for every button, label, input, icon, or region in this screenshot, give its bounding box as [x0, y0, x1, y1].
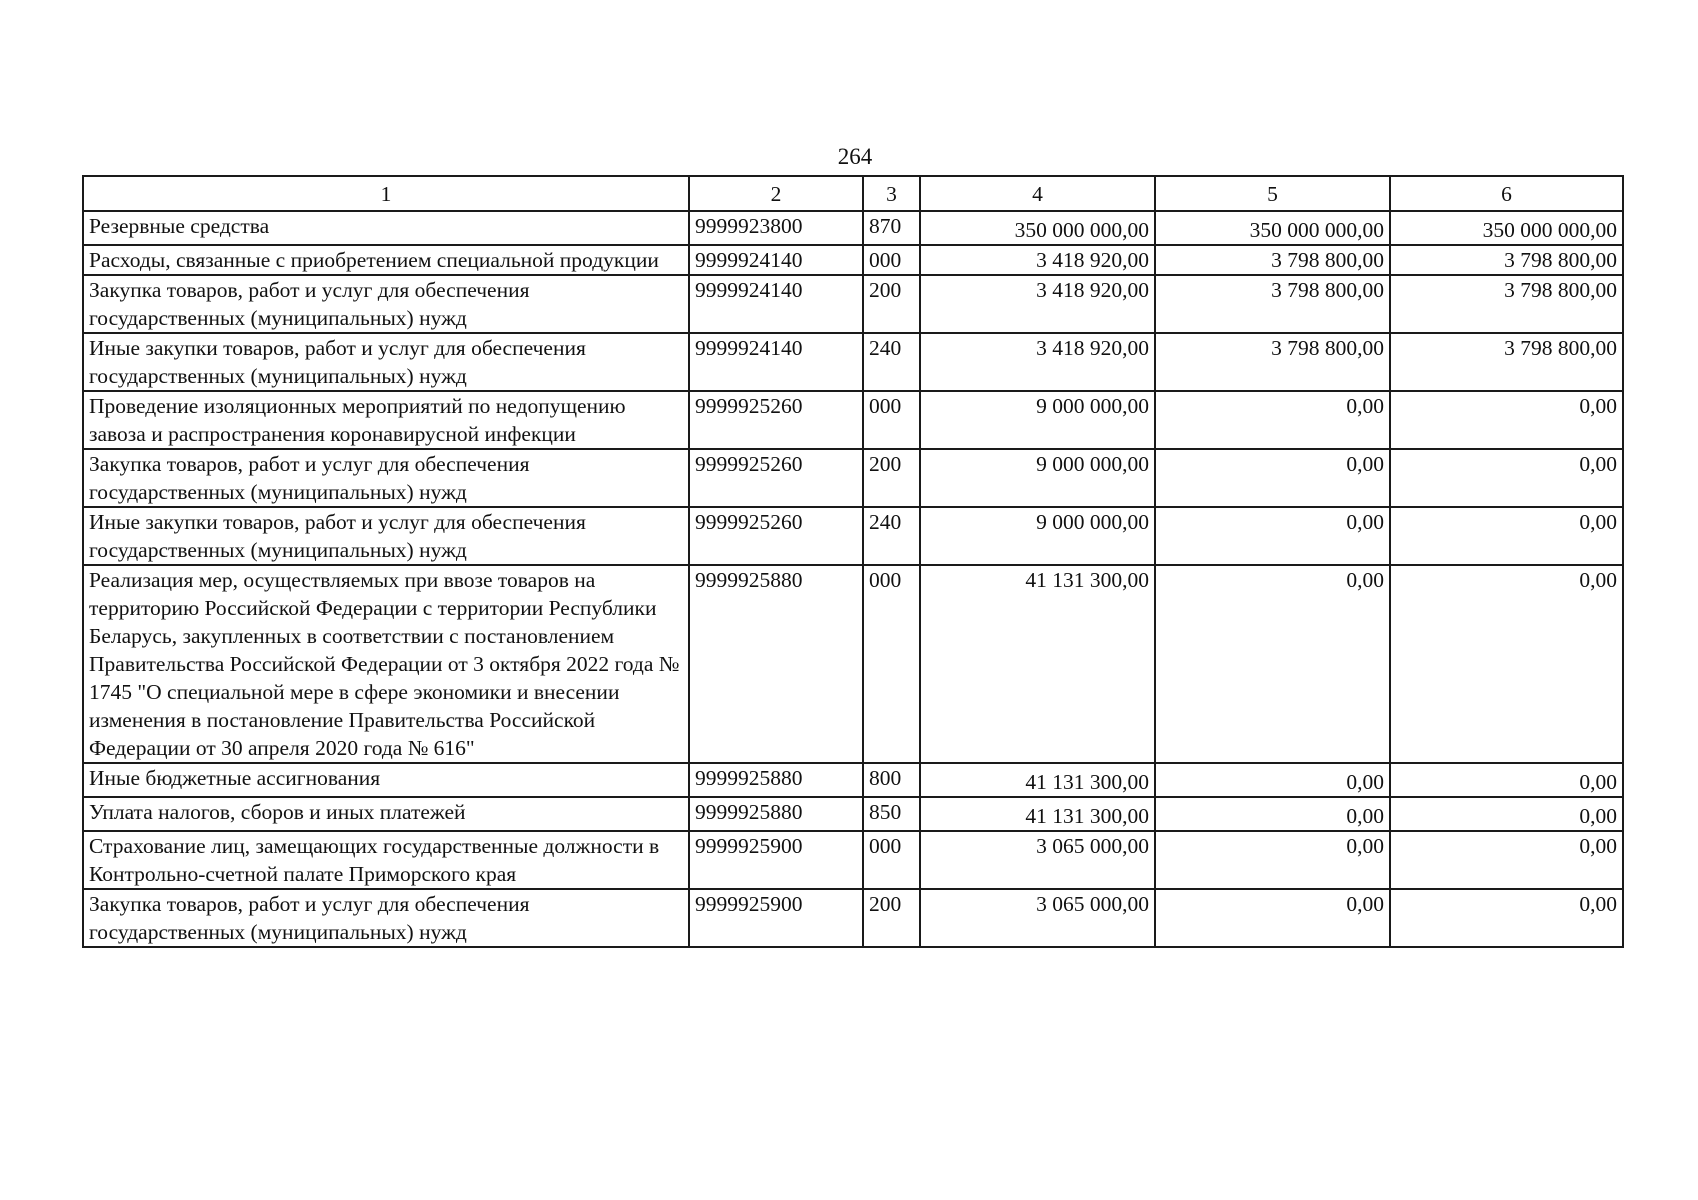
row-amount-col6-cell: 3 798 800,00 — [1390, 333, 1623, 391]
table-header-row — [83, 176, 1623, 211]
row-amount-col6-cell: 3 798 800,00 — [1390, 275, 1623, 333]
row-name-cell: Закупка товаров, работ и услуг для обеспечения государственных (муниципальных) нужд — [83, 449, 689, 507]
row-amount-col5-cell: 0,00 — [1155, 449, 1390, 507]
row-amount-col5-cell: 0,00 — [1155, 797, 1390, 831]
row-name-cell: Иные бюджетные ассигнования — [83, 763, 689, 797]
row-type-cell: 000 — [863, 245, 920, 275]
row-amount-col4-cell: 3 418 920,00 — [920, 333, 1155, 391]
column-header: 5 — [1155, 176, 1390, 211]
row-type-cell: 200 — [863, 275, 920, 333]
row-amount-col6-cell: 0,00 — [1390, 449, 1623, 507]
row-amount-col4-cell: 41 131 300,00 — [920, 797, 1155, 831]
row-amount-col6-cell: 0,00 — [1390, 507, 1623, 565]
row-name-cell: Резервные средства — [83, 211, 689, 245]
column-header: 1 — [83, 176, 689, 211]
row-code-cell: 9999923800 — [689, 211, 863, 245]
row-amount-col5-cell: 350 000 000,00 — [1155, 211, 1390, 245]
row-amount-col6-cell: 0,00 — [1390, 889, 1623, 947]
row-amount-col6-cell: 3 798 800,00 — [1390, 245, 1623, 275]
row-type-cell: 000 — [863, 831, 920, 889]
row-amount-col5-cell: 0,00 — [1155, 391, 1390, 449]
row-name-cell: Уплата налогов, сборов и иных платежей — [83, 797, 689, 831]
row-type-cell: 800 — [863, 763, 920, 797]
row-amount-col4-cell: 3 065 000,00 — [920, 889, 1155, 947]
row-code-cell: 9999925880 — [689, 797, 863, 831]
row-name-cell: Расходы, связанные с приобретением специальной продукции — [83, 245, 689, 275]
row-amount-col4-cell: 41 131 300,00 — [920, 565, 1155, 763]
row-amount-col6-cell: 0,00 — [1390, 565, 1623, 763]
row-amount-col6-cell: 0,00 — [1390, 797, 1623, 831]
row-name-cell: Иные закупки товаров, работ и услуг для обеспечения государственных (муниципальных) нужд — [83, 333, 689, 391]
row-amount-col6-cell: 0,00 — [1390, 391, 1623, 449]
table-row — [83, 211, 1623, 245]
column-header: 4 — [920, 176, 1155, 211]
table-row — [83, 889, 1623, 947]
row-amount-col4-cell: 9 000 000,00 — [920, 449, 1155, 507]
row-amount-col4-cell: 3 418 920,00 — [920, 245, 1155, 275]
row-code-cell: 9999925260 — [689, 391, 863, 449]
row-amount-col5-cell: 0,00 — [1155, 889, 1390, 947]
column-header: 6 — [1390, 176, 1623, 211]
row-name-cell: Иные закупки товаров, работ и услуг для обеспечения государственных (муниципальных) нужд — [83, 507, 689, 565]
row-code-cell: 9999925880 — [689, 565, 863, 763]
row-amount-col5-cell: 3 798 800,00 — [1155, 333, 1390, 391]
table-row — [83, 245, 1623, 275]
row-amount-col5-cell: 0,00 — [1155, 565, 1390, 763]
table-row — [83, 831, 1623, 889]
column-header: 2 — [689, 176, 863, 211]
table-row — [83, 507, 1623, 565]
row-amount-col4-cell: 9 000 000,00 — [920, 507, 1155, 565]
row-amount-col5-cell: 0,00 — [1155, 507, 1390, 565]
row-type-cell: 870 — [863, 211, 920, 245]
row-amount-col5-cell: 0,00 — [1155, 763, 1390, 797]
row-name-cell: Реализация мер, осуществляемых при ввозе товаров на территорию Российской Федерации с территории Республики Беларусь, закупленных в соответствии с постановлением Правительства Российской Федерации от 3 октября 2022 года № 1745 "О специальной мере в сфере экономики и внесении изменения в постановление Правительства Российской Федерации от 30 апреля 2020 года № 616" — [83, 565, 689, 763]
row-name-cell: Проведение изоляционных мероприятий по недопущению завоза и распространения коронавирусной инфекции — [83, 391, 689, 449]
column-header: 3 — [863, 176, 920, 211]
row-name-cell: Страхование лиц, замещающих государственные должности в Контрольно-счетной палате Приморского края — [83, 831, 689, 889]
row-code-cell: 9999924140 — [689, 275, 863, 333]
table-row — [83, 275, 1623, 333]
row-type-cell: 000 — [863, 565, 920, 763]
row-type-cell: 000 — [863, 391, 920, 449]
table-row — [83, 797, 1623, 831]
row-amount-col4-cell: 3 065 000,00 — [920, 831, 1155, 889]
table-row — [83, 449, 1623, 507]
table-row — [83, 565, 1623, 763]
row-name-cell: Закупка товаров, работ и услуг для обеспечения государственных (муниципальных) нужд — [83, 275, 689, 333]
row-type-cell: 200 — [863, 449, 920, 507]
row-amount-col5-cell: 0,00 — [1155, 831, 1390, 889]
row-type-cell: 240 — [863, 507, 920, 565]
row-type-cell: 850 — [863, 797, 920, 831]
table-row — [83, 763, 1623, 797]
row-code-cell: 9999924140 — [689, 333, 863, 391]
row-name-cell: Закупка товаров, работ и услуг для обеспечения государственных (муниципальных) нужд — [83, 889, 689, 947]
table-row — [83, 333, 1623, 391]
table-row — [83, 391, 1623, 449]
row-amount-col4-cell: 3 418 920,00 — [920, 275, 1155, 333]
row-code-cell: 9999925880 — [689, 763, 863, 797]
budget-table — [82, 175, 1624, 948]
row-code-cell: 9999924140 — [689, 245, 863, 275]
row-amount-col4-cell: 41 131 300,00 — [920, 763, 1155, 797]
row-amount-col5-cell: 3 798 800,00 — [1155, 245, 1390, 275]
row-amount-col6-cell: 0,00 — [1390, 831, 1623, 889]
row-amount-col6-cell: 350 000 000,00 — [1390, 211, 1623, 245]
row-amount-col4-cell: 9 000 000,00 — [920, 391, 1155, 449]
row-amount-col5-cell: 3 798 800,00 — [1155, 275, 1390, 333]
row-code-cell: 9999925900 — [689, 889, 863, 947]
row-code-cell: 9999925260 — [689, 507, 863, 565]
row-code-cell: 9999925260 — [689, 449, 863, 507]
row-type-cell: 200 — [863, 889, 920, 947]
row-amount-col6-cell: 0,00 — [1390, 763, 1623, 797]
row-code-cell: 9999925900 — [689, 831, 863, 889]
page-number: 264 — [837, 144, 873, 169]
row-type-cell: 240 — [863, 333, 920, 391]
row-amount-col4-cell: 350 000 000,00 — [920, 211, 1155, 245]
